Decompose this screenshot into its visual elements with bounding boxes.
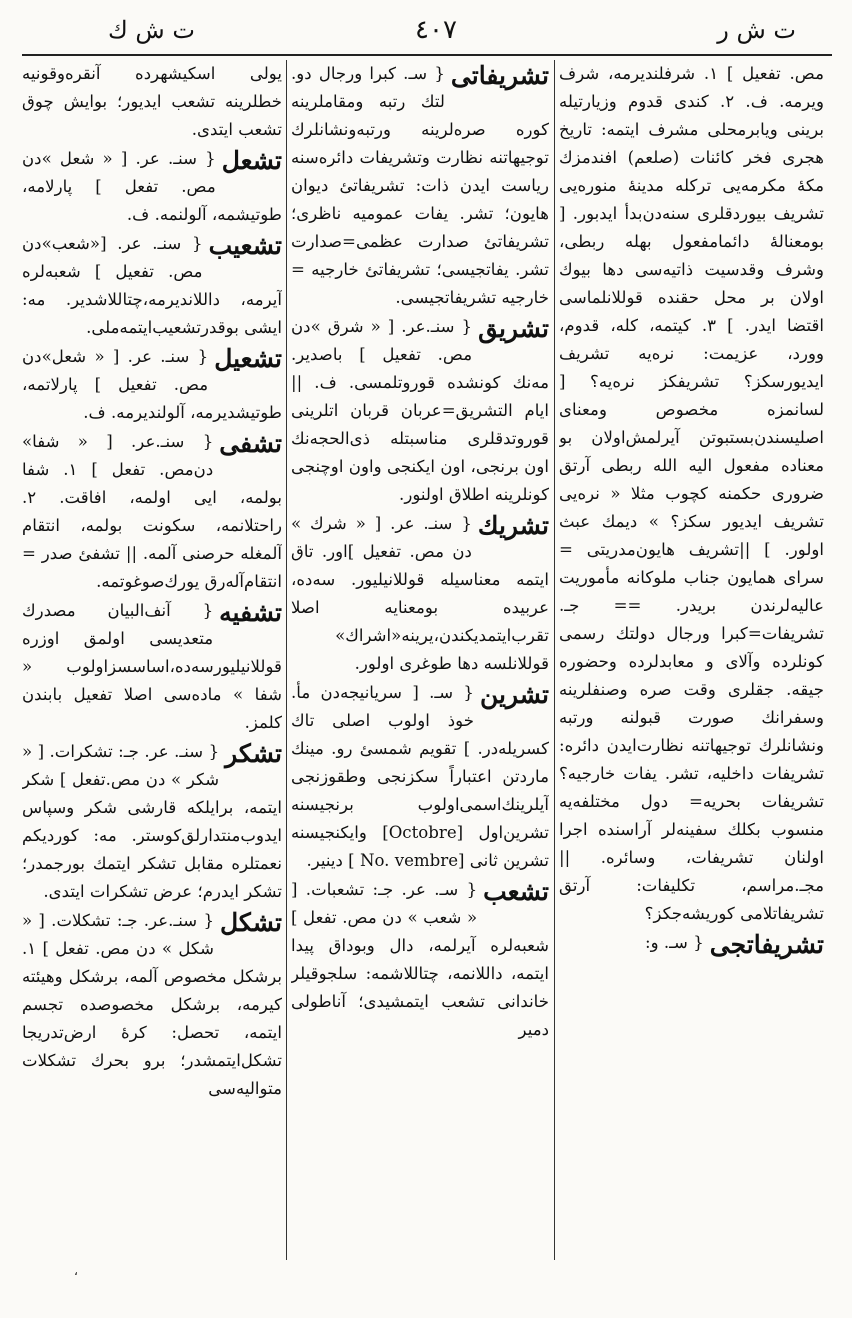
dictionary-entry xyxy=(291,679,549,875)
entry-definition: مص. تفعيل ] ١. شرفلندیرمه، شرف ويرمه. ف. ٢. كندى قدوم وزيارتيله برينى ويابرمحلى مشرف ايتمه: تاريخ هجرى فخر كائنات (صلعم) افندمزك مكهٔ مكرمه‌يى تركله مدينهٔ منوره‌يى تشريف بيوردقلرى سنه‌دن‌بدأ ايدبور. [ بومعنالهٔ دائمامفعول بهله ربطى، وشرف وقدسيت ذاتيه‌سى دها بيوك اولان بر محل حقنده قوللانلماسى اقتضا ايدر. ] ٣. كيتمه، كله، قدوم، وورد، عزيمت: نره‌يه تشريف ايديورسكز؟ تشريفكز نره‌يه؟ [ لسانمزه مخصوص ومعناى اصليسندن‌بستبوتن آيرلمش‌اولان بو معناده مفعول اليه الله ربطى آرتق ضرورى حكمنه كچوب مثلا « نره‌يى تشريف ايديور سكز؟ » ديمك عبث اولور. ] ||تشريف هايون‌مدريتى = سراى همايون جناب ملوكانه مأموريت عاليه‌لرندن بريدر. == جـ. تشريفات=كبرا ورجال دولتك رسمى كونلرده وآلاى و معابدلرده وحضوره جيقه. جقلرى وقت صره وصنفلرينه وسفرانك صورت قبولنه ورتبه ونشانلرك توجيهاتنه نظارت‌ايدن دائره: تشريفات داخليه، تشر. يفات خارجيه؟ تشريفات بحريه= دول مختلفه‌يه منسوب بكلك سفينه‌لر آراسنده اجرا اولنان تشريفات، وسائره. || مجـ.مراسم، تكليفات: آرتق تشريفاتلامى كوريشه‌جكز؟ xyxy=(559,64,824,923)
entry-definition: { آنف‌البيان مصدرك متعديسى اولمق اوزره قوللانيليورسه‌ده،اساسسزاولوب « شفا » ماده‌سى اصلا تفعيل بابندن كلمز. xyxy=(22,601,282,732)
entry-definition: { سنـ. عر. [«شعب»دن مص. تفعيل ] شعبه‌لره آيرمه، داللانديرمه،چتاللاشدير. مه: ايشى بوقدرتشعيب‌ايتمه‌ملى. xyxy=(22,234,282,337)
dictionary-entry xyxy=(22,907,282,1103)
entry-definition: { سنـ.عر. [ « شفا» دن‌مص. تفعل ] ١. شفا بولمه، ايى اولمه، افاقت. ٢. راحتلانمه، سكونت بولمه، انتقام آلمغله حرصنى آلمه. || تشفئ صدر = انتقام‌آله‌رق يورك‌صوغوتمه. xyxy=(22,432,282,591)
dictionary-entry xyxy=(22,597,282,737)
dictionary-entry xyxy=(22,60,282,144)
dictionary-entry xyxy=(22,343,282,427)
dictionary-entry xyxy=(22,230,282,342)
footer-mark: ، xyxy=(74,1264,78,1278)
entry-definition: { سنـ. عر. [ « شعل»دن مص. تفعيل ] پارلاتمه، طوتيشديرمه، آلولنديرمه. ف. xyxy=(22,347,282,422)
dictionary-entry xyxy=(291,60,549,312)
entry-definition: { سـ. عر. جـ: تشعبات. [ « شعب » دن مص. تفعل ] شعبه‌لره آيرلمه، دال وبوداق پيدا ايتمه، داللانمه، چتاللاشمه: سلجوقيلر خاندانى تشعب ايتمشيدى؛ آناطولى دمير xyxy=(291,880,549,1039)
dictionary-entry xyxy=(559,929,824,957)
entry-headword: تشعل xyxy=(221,146,282,175)
entry-headword: تشكل xyxy=(220,908,282,937)
dictionary-entry xyxy=(22,145,282,229)
dictionary-entry xyxy=(22,428,282,596)
entry-definition: { سـ. [ سريانيجه‌دن مأ. خوذ اولوب اصلى تاك كسريله‌در. ] تقويم شمسئ رو. مينك ماردتن اعتباراً سكزنجى وطقوزنجى آيلرينك‌اسمى‌اولوب برنجيسنه تشرين‌اول [Octobre] وايكنجيسنه تشرين ثانى [No. vembre ] دينير. xyxy=(291,683,549,870)
dictionary-entry xyxy=(291,510,549,678)
column-divider xyxy=(286,60,287,1260)
entry-definition: { سنـ. عر. [ « شرك » دن مص. تفعيل ]اور. تاق ايتمه معناسيله قوللانيليور. سه‌ده، عربيده بومعنايه اصلا تقرب‌ايتمديكندن،يرينه«اشراك» قوللانلسه دها طوغرى اولور. xyxy=(291,514,549,673)
entry-headword: تشريك xyxy=(477,511,549,540)
entry-headword: تشعيب xyxy=(208,231,282,260)
entry-definition: يولى اسكيشهرده آنقره‌وقونيه خطلرينه تشعب ايديور؛ بوايش چوق تشعب ايتدى. xyxy=(22,64,282,139)
page-number: ٤٠٧ xyxy=(415,15,457,45)
entry-headword: تشريفاتجى xyxy=(709,930,824,959)
entry-definition: { سنـ. عر. [ « شعل »دن مص. تفعل ] پارلامه، طوتيشمه، آلولنمه. ف. xyxy=(22,149,282,224)
entry-headword: تشكر xyxy=(225,739,282,768)
entry-headword: تشفيه xyxy=(219,598,282,627)
entry-definition: { سـ. و: xyxy=(645,933,704,952)
entry-definition: { سنـ.عر. [ « شرق »دن مص. تفعيل ] باصدير. مه‌نك كونشده قوروتلمسى. ف. || ايام التشريق=عربان قربان اتلرينى قوروتدقلرى مناسبتله ذى‌الحجه‌نك اون برنجى، اون ايكنجى واون اوچنجى كونلرينه اطلاق اولنور. xyxy=(291,317,549,504)
column-middle xyxy=(291,60,549,1262)
entry-headword: تشريفاتى xyxy=(450,61,549,90)
entry-headword: تشعيل xyxy=(214,344,282,373)
header-root-right: ت ش ر xyxy=(717,16,796,44)
page-header xyxy=(0,0,852,56)
dictionary-entry xyxy=(291,876,549,1044)
header-root-left: ت ش ك xyxy=(108,16,195,44)
column-right xyxy=(559,60,824,1262)
entry-headword: تشريق xyxy=(478,314,549,343)
dictionary-entry xyxy=(559,60,824,928)
entry-headword: تشرين xyxy=(479,680,549,709)
entry-definition: { سنـ. عر. جـ: تشكرات. [ « شكر » دن مص.تفعل ] شكر ايتمه، برايلكه قارشى شكر وسپاس ايدوب‌منتدارلق‌كوستر. مه: كورديكم نعمتلره مقابل تشكر ايتمك بورجمدر؛ تشكر ايدرم؛ عرض تشكرات ايتدى. xyxy=(22,742,282,901)
column-divider xyxy=(554,60,555,1260)
dictionary-entry xyxy=(291,313,549,509)
dictionary-entry xyxy=(22,738,282,906)
header-rule xyxy=(22,54,832,56)
column-left xyxy=(22,60,282,1262)
entry-definition: { سنـ.عر. جـ: تشكلات. [ « شكل » دن مص. تفعل ] ١. برشكل مخصوص آلمه، برشكل وهيئته كيرمه، برشكل مخصوصده تجسم ايتمه، تحصل: كرهٔ ارض‌تدريجا تشكل‌ايتمشدر؛ برو بحرك تشكلات متواليه‌سى xyxy=(22,911,282,1098)
entry-headword: تشعب xyxy=(483,877,549,906)
entry-headword: تشفى xyxy=(219,429,282,458)
entry-definition: { سـ. كبرا ورجال دو. لتك رتبه ومقاملرينه كوره صره‌لرينه ورتبه‌ونشانلرك توجيهاتنه نظارت وتشريفات دائره‌سنه رياست ايدن ذات: تشريفاتئ ديوان هايون؛ تشر. يفات عموميه ناظرى؛ تشريفاتئ صدارت عظمى=صدارت تشر. يفاتجيسى؛ تشريفاتئ خارجيه = خارجيه تشريفاتجيسى. xyxy=(291,64,549,307)
